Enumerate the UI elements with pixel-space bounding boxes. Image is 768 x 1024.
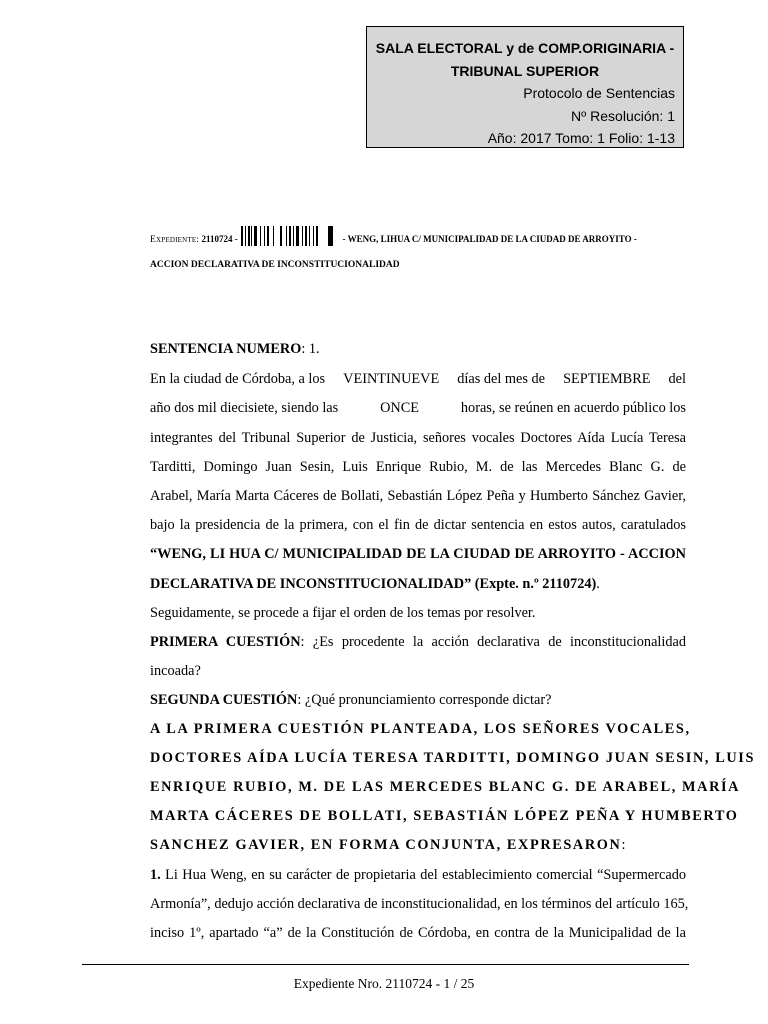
case-title-bold: DECLARATIVA DE INCONSTITUCIONALIDAD” (Expte. n.º 2110724) — [150, 576, 597, 592]
caps-line-1: A LA PRIMERA CUESTIÓN PLANTEADA, LOS SEÑORES VOCALES, — [150, 721, 691, 737]
protocol-label: Protocolo de Sentencias — [523, 85, 675, 101]
first-question-cont: incoada? — [150, 663, 201, 679]
text-line-3: integrantes del Tribunal Superior de Justicia, señores vocales Doctores Aída Lucía Teresa — [150, 430, 686, 446]
resolution-number: Nº Resolución: 1 — [571, 108, 675, 124]
text-segment: días del mes de — [457, 371, 546, 387]
page-footer: Expediente Nro. 2110724 - 1 / 25 — [293, 976, 475, 991]
case-number: 2110724 - — [201, 234, 238, 244]
caps-line-5-text: SANCHEZ GAVIER, EN FORMA CONJUNTA, EXPRESARON — [150, 837, 622, 853]
first-question-label: PRIMERA CUESTIÓN — [150, 634, 301, 650]
paragraph-number: 1. — [150, 867, 161, 883]
text-segment: Li Hua Weng, en su carácter de propietaria del establecimiento comercial “Supermercado — [160, 867, 686, 883]
caps-line-2: DOCTORES AÍDA LUCÍA TERESA TARDITTI, DOMINGO JUAN SESIN, LUIS — [150, 750, 756, 766]
text-line-5: Arabel, María Marta Cáceres de Bollati, Sebastián López Peña y Humberto Sánchez Gavier, — [150, 488, 686, 504]
text-line-1 — [150, 371, 686, 388]
sentence-number-value: : 1. — [301, 341, 320, 357]
text-segment: En la ciudad de Córdoba, a los — [150, 371, 326, 387]
first-question-text: : ¿Es procedente la acción declarativa de inconstitucionalidad — [300, 634, 686, 650]
footer-divider — [82, 964, 689, 965]
second-question-label: SEGUNDA CUESTIÓN — [150, 692, 298, 708]
hour-word: ONCE — [380, 400, 420, 416]
text-segment: . — [596, 576, 600, 592]
paragraph-1-line-2: Armonía”, dedujo acción declarativa de inconstitucionalidad, en los términos del artículo 165, — [150, 896, 689, 912]
caps-line-5 — [150, 837, 686, 854]
month-word: SEPTIEMBRE — [563, 371, 651, 387]
court-title-line1: SALA ELECTORAL y de COMP.ORIGINARIA - — [375, 40, 675, 56]
text-segment: horas, se reúnen en acuerdo público los — [460, 400, 686, 416]
protocol-header-box — [366, 26, 684, 148]
text-line-4: Tarditti, Domingo Juan Sesin, Luis Enrique Rubio, M. de las Mercedes Blanc G. de — [150, 459, 686, 475]
barcode-icon — [240, 226, 340, 246]
caps-line-4: MARTA CÁCERES DE BOLLATI, SEBASTIÁN LÓPEZ PEÑA Y HUMBERTO — [150, 808, 739, 824]
day-word: VEINTINUEVE — [343, 371, 440, 387]
paragraph-1-line-3: inciso 1º, apartado “a” de la Constitución de Córdoba, en contra de la Municipalidad de la — [150, 925, 686, 941]
text-segment: del — [668, 371, 686, 387]
case-label: Expediente: — [150, 235, 200, 245]
sentence-number-line — [150, 341, 686, 358]
sentence-number-label: SENTENCIA NUMERO — [150, 341, 302, 357]
case-caption — [150, 226, 690, 246]
text-line-7: “WENG, LI HUA C/ MUNICIPALIDAD DE LA CIUDAD DE ARROYITO - ACCION — [150, 546, 686, 562]
text-line-9: Seguidamente, se procede a fijar el orden de los temas por resolver. — [150, 605, 536, 621]
second-question — [150, 692, 686, 709]
year-volume-folio: Año: 2017 Tomo: 1 Folio: 1-13 — [487, 130, 675, 146]
text-line-2 — [150, 400, 686, 417]
text-segment: : — [621, 837, 626, 853]
paragraph-1-line-1 — [150, 867, 686, 884]
court-title-line2: TRIBUNAL SUPERIOR — [450, 63, 600, 79]
text-line-6: bajo la presidencia de la primera, con el fin de dictar sentencia en estos autos, caratulados — [150, 517, 686, 533]
case-caption-title: - WENG, LIHUA C/ MUNICIPALIDAD DE LA CIUDAD DE ARROYITO - — [342, 234, 637, 244]
caps-line-3: ENRIQUE RUBIO, M. DE LAS MERCEDES BLANC G. DE ARABEL, MARÍA — [150, 779, 741, 795]
text-line-8 — [150, 576, 686, 593]
first-question — [150, 634, 686, 651]
text-segment: año dos mil diecisiete, siendo las — [150, 400, 339, 416]
second-question-text: : ¿Qué pronunciamiento corresponde dictar? — [297, 692, 552, 708]
case-caption-line2: ACCION DECLARATIVA DE INCONSTITUCIONALIDAD — [150, 260, 400, 270]
